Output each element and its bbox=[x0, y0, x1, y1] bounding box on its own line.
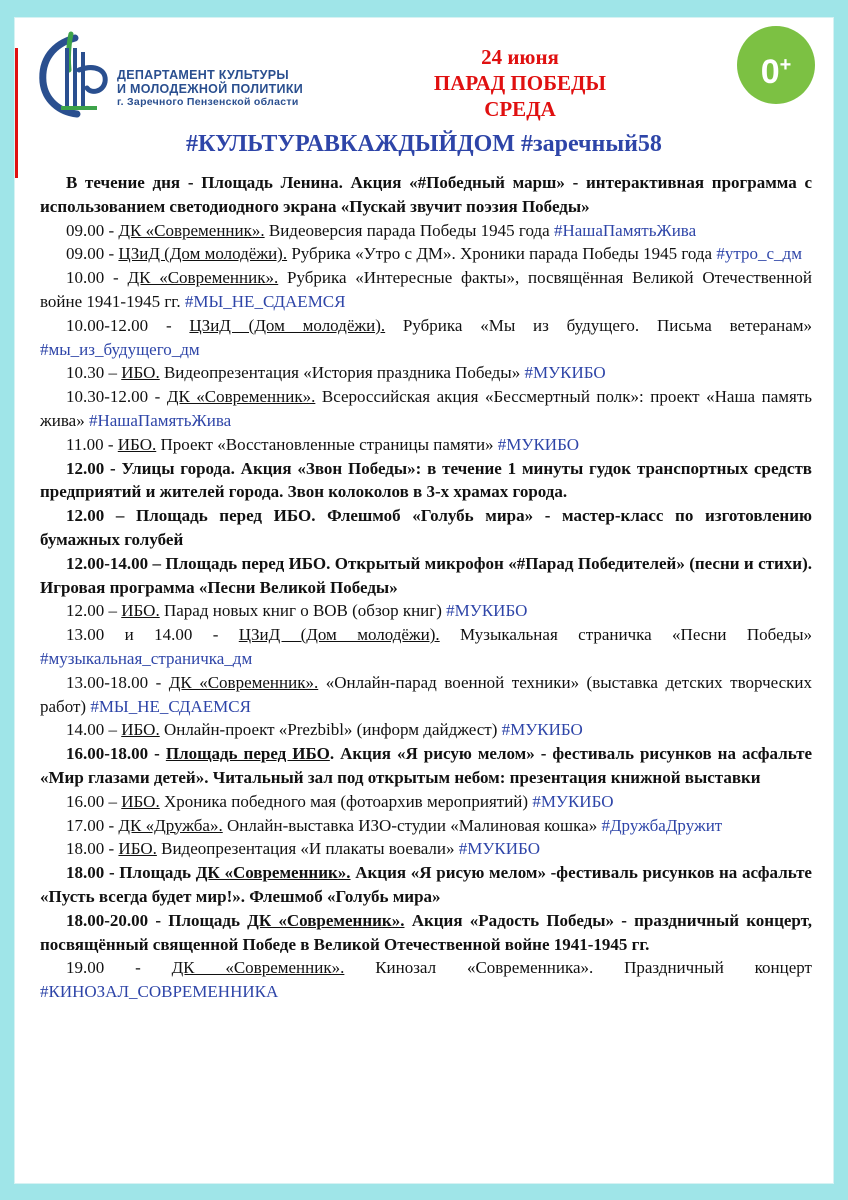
event-hashtag: #МУКИБО bbox=[446, 601, 528, 621]
event-text: Хроника победного мая (фотоархив мероприятий) bbox=[159, 791, 533, 811]
event-text: 12.00 - Улицы города. Акция «Звон Победы»: в течение 1 минуты гудок транспортных средств предприятий и жителей города. Звон колоколов в 3-х храмах города. bbox=[40, 458, 812, 502]
age-rating-plus: + bbox=[779, 54, 792, 76]
event-text: Музыкальная страничка «Песни Победы» bbox=[439, 625, 812, 645]
event-text: Акция «Радость Победы» - праздничный концерт, посвящённый священной Победе в Великой Отечественной войне 1941-1945 гг. bbox=[40, 910, 812, 954]
event-item bbox=[40, 956, 812, 1004]
event-header bbox=[355, 44, 685, 122]
event-item bbox=[40, 742, 812, 790]
org-name-line1: ДЕПАРТАМЕНТ КУЛЬТУРЫ bbox=[117, 68, 289, 82]
event-venue: ЦЗиД (Дом молодёжи). bbox=[189, 315, 386, 335]
event-text: Парад новых книг о ВОВ (обзор книг) bbox=[159, 601, 447, 621]
event-venue: ДК «Современник». bbox=[166, 387, 316, 407]
event-text: 10.30 – bbox=[66, 363, 122, 383]
red-margin-mark bbox=[15, 48, 18, 178]
org-name-line2: И МОЛОДЕЖНОЙ ПОЛИТИКИ bbox=[117, 82, 304, 96]
event-item bbox=[40, 504, 812, 552]
event-hashtag: #утро_с_дм bbox=[716, 244, 802, 264]
event-venue: ДК «Современник». bbox=[168, 672, 319, 692]
event-text: 10.30-12.00 - bbox=[66, 387, 167, 407]
event-list bbox=[40, 171, 812, 1004]
event-text: 14.00 – bbox=[66, 720, 122, 740]
header-hashtags: #КУЛЬТУРАВКАЖДЫЙДОМ #заречный58 bbox=[186, 131, 662, 157]
event-venue: ДК «Современник». bbox=[171, 958, 345, 978]
event-venue: ДК «Современник». bbox=[118, 220, 265, 240]
event-text: 16.00 – bbox=[66, 791, 122, 811]
event-item bbox=[40, 457, 812, 505]
event-item bbox=[40, 171, 812, 219]
event-title: ПАРАД ПОБЕДЫ bbox=[433, 71, 607, 95]
event-text: Рубрика «Мы из будущего. Письма ветеранам» bbox=[385, 315, 813, 335]
event-hashtag: #МУКИБО bbox=[458, 839, 540, 859]
event-item bbox=[40, 266, 812, 314]
event-text: «Онлайн-парад военной техники» (выставка детских творческих работ) bbox=[40, 672, 813, 716]
page-frame bbox=[15, 18, 833, 1183]
event-text: Видеоверсия парада Победы 1945 года bbox=[264, 220, 554, 240]
department-logo bbox=[35, 30, 355, 130]
event-hashtag: #МУКИБО bbox=[532, 791, 614, 811]
lyre-logo-icon bbox=[35, 30, 115, 120]
event-text: Онлайн-проект «Prezbibl» (информ дайджест) bbox=[159, 720, 502, 740]
event-text: 13.00-18.00 - bbox=[66, 672, 169, 692]
event-hashtag: #НашаПамятьЖива bbox=[553, 220, 697, 240]
event-hashtag: #МУКИБО bbox=[497, 434, 579, 454]
event-venue: ДК «Современник». bbox=[247, 910, 405, 930]
event-item bbox=[40, 837, 812, 861]
event-item bbox=[40, 599, 812, 623]
event-item bbox=[40, 361, 812, 385]
event-hashtag: #НашаПамятьЖива bbox=[88, 410, 232, 430]
event-venue: ИБО. bbox=[117, 434, 157, 454]
event-text: 13.00 и 14.00 - bbox=[66, 625, 239, 645]
event-item bbox=[40, 718, 812, 742]
event-text: 12.00-14.00 – Площадь перед ИБО. Открытый микрофон «#Парад Победителей» (песни и стихи). Игровая программа «Песни Великой Победы» bbox=[40, 553, 812, 597]
event-venue: ЦЗиД (Дом молодёжи). bbox=[118, 244, 288, 264]
event-text: Акция «Я рисую мелом» -фестиваль рисунков на асфальте «Пусть всегда будет мир!». Флешмоб «Голубь мира» bbox=[40, 863, 812, 906]
event-text: Рубрика «Утро с ДМ». Хроники парада Победы 1945 года bbox=[287, 244, 717, 264]
event-text: Рубрика «Интересные факты», посвящённая Великой Отечественной войне 1941-1945 гг. bbox=[40, 268, 812, 311]
event-item bbox=[40, 433, 812, 457]
age-rating-badge bbox=[737, 26, 815, 104]
event-text: 12.00 – bbox=[66, 601, 122, 621]
event-hashtag: #КИНОЗАЛ_СОВРЕМЕННИКА bbox=[40, 982, 279, 1002]
event-venue: ИБО. bbox=[121, 363, 160, 383]
org-location: г. Заречного Пензенской области bbox=[117, 96, 299, 108]
event-item bbox=[40, 219, 812, 243]
event-item bbox=[40, 861, 812, 909]
event-date: 24 июня bbox=[481, 45, 559, 69]
event-text: 18.00 - Площадь bbox=[66, 863, 196, 883]
event-text: 16.00-18.00 - bbox=[66, 744, 166, 764]
event-text: 09.00 - bbox=[66, 220, 119, 240]
event-hashtag: #музыкальная_страничка_дм bbox=[40, 648, 253, 668]
event-item bbox=[40, 552, 812, 600]
event-text: Проект «Восстановленные страницы памяти» bbox=[156, 434, 498, 454]
event-venue: Площадь перед ИБО bbox=[165, 744, 330, 764]
event-text: 11.00 - bbox=[66, 434, 118, 454]
event-venue: ИБО. bbox=[118, 839, 157, 859]
event-text: Кинозал «Современника». Праздничный концерт bbox=[344, 958, 812, 978]
event-hashtag: #МУКИБО bbox=[501, 720, 583, 740]
event-text: 09.00 - bbox=[66, 244, 119, 264]
event-venue: ИБО. bbox=[121, 601, 160, 621]
event-item bbox=[40, 909, 812, 957]
event-text: 10.00 - bbox=[66, 268, 128, 288]
event-venue: ДК «Современник». bbox=[195, 863, 351, 883]
event-item bbox=[40, 790, 812, 814]
event-venue: ЦЗиД (Дом молодёжи). bbox=[238, 625, 440, 645]
event-text: Всероссийская акция «Бессмертный полк»: проект «Наша память жива» bbox=[40, 387, 813, 430]
event-item bbox=[40, 623, 812, 671]
age-rating-number: 0 bbox=[760, 53, 780, 91]
event-text: 18.00 - bbox=[66, 839, 119, 859]
event-venue: ИБО. bbox=[121, 720, 160, 740]
event-item bbox=[40, 814, 812, 838]
event-text: 12.00 – Площадь перед ИБО. Флешмоб «Голубь мира» - мастер-класс по изготовлению бумажных голубей bbox=[40, 506, 812, 549]
event-text: 19.00 - bbox=[66, 958, 172, 978]
event-item bbox=[40, 314, 812, 362]
event-text: Видеопрезентация «История праздника Победы» bbox=[159, 363, 525, 383]
event-hashtag: #МЫ_НЕ_СДАЕМСЯ bbox=[184, 291, 346, 311]
event-weekday: СРЕДА bbox=[484, 97, 556, 121]
event-hashtag: #МЫ_НЕ_СДАЕМСЯ bbox=[90, 696, 251, 716]
event-venue: ДК «Современник». bbox=[127, 268, 279, 288]
event-item bbox=[40, 385, 812, 433]
event-hashtag: #ДружбаДружит bbox=[601, 815, 723, 835]
event-text: Онлайн-выставка ИЗО-студии «Малиновая кошка» bbox=[222, 815, 602, 835]
event-venue: ИБО. bbox=[121, 791, 160, 811]
event-text: 10.00-12.00 - bbox=[66, 315, 190, 335]
event-hashtag: #мы_из_будущего_дм bbox=[40, 339, 200, 359]
event-text: 17.00 - bbox=[66, 815, 119, 835]
event-text: Видеопрезентация «И плакаты воевали» bbox=[156, 839, 459, 859]
event-hashtag: #МУКИБО bbox=[524, 363, 606, 383]
event-item bbox=[40, 671, 812, 719]
event-text: . Акция «Я рисую мелом» - фестиваль рисунков на асфальте «Мир глазами детей». Читальный зал под открытым небом: презентация книжной выставки bbox=[40, 744, 812, 787]
event-text: В течение дня - Площадь Ленина. Акция «#Победный марш» - интерактивная программа с использованием светодиодного экрана «Пускай звучит поэзия Победы» bbox=[40, 173, 812, 216]
event-item bbox=[40, 242, 812, 266]
event-text: 18.00-20.00 - Площадь bbox=[66, 910, 248, 930]
event-venue: ДК «Дружба». bbox=[118, 815, 223, 835]
